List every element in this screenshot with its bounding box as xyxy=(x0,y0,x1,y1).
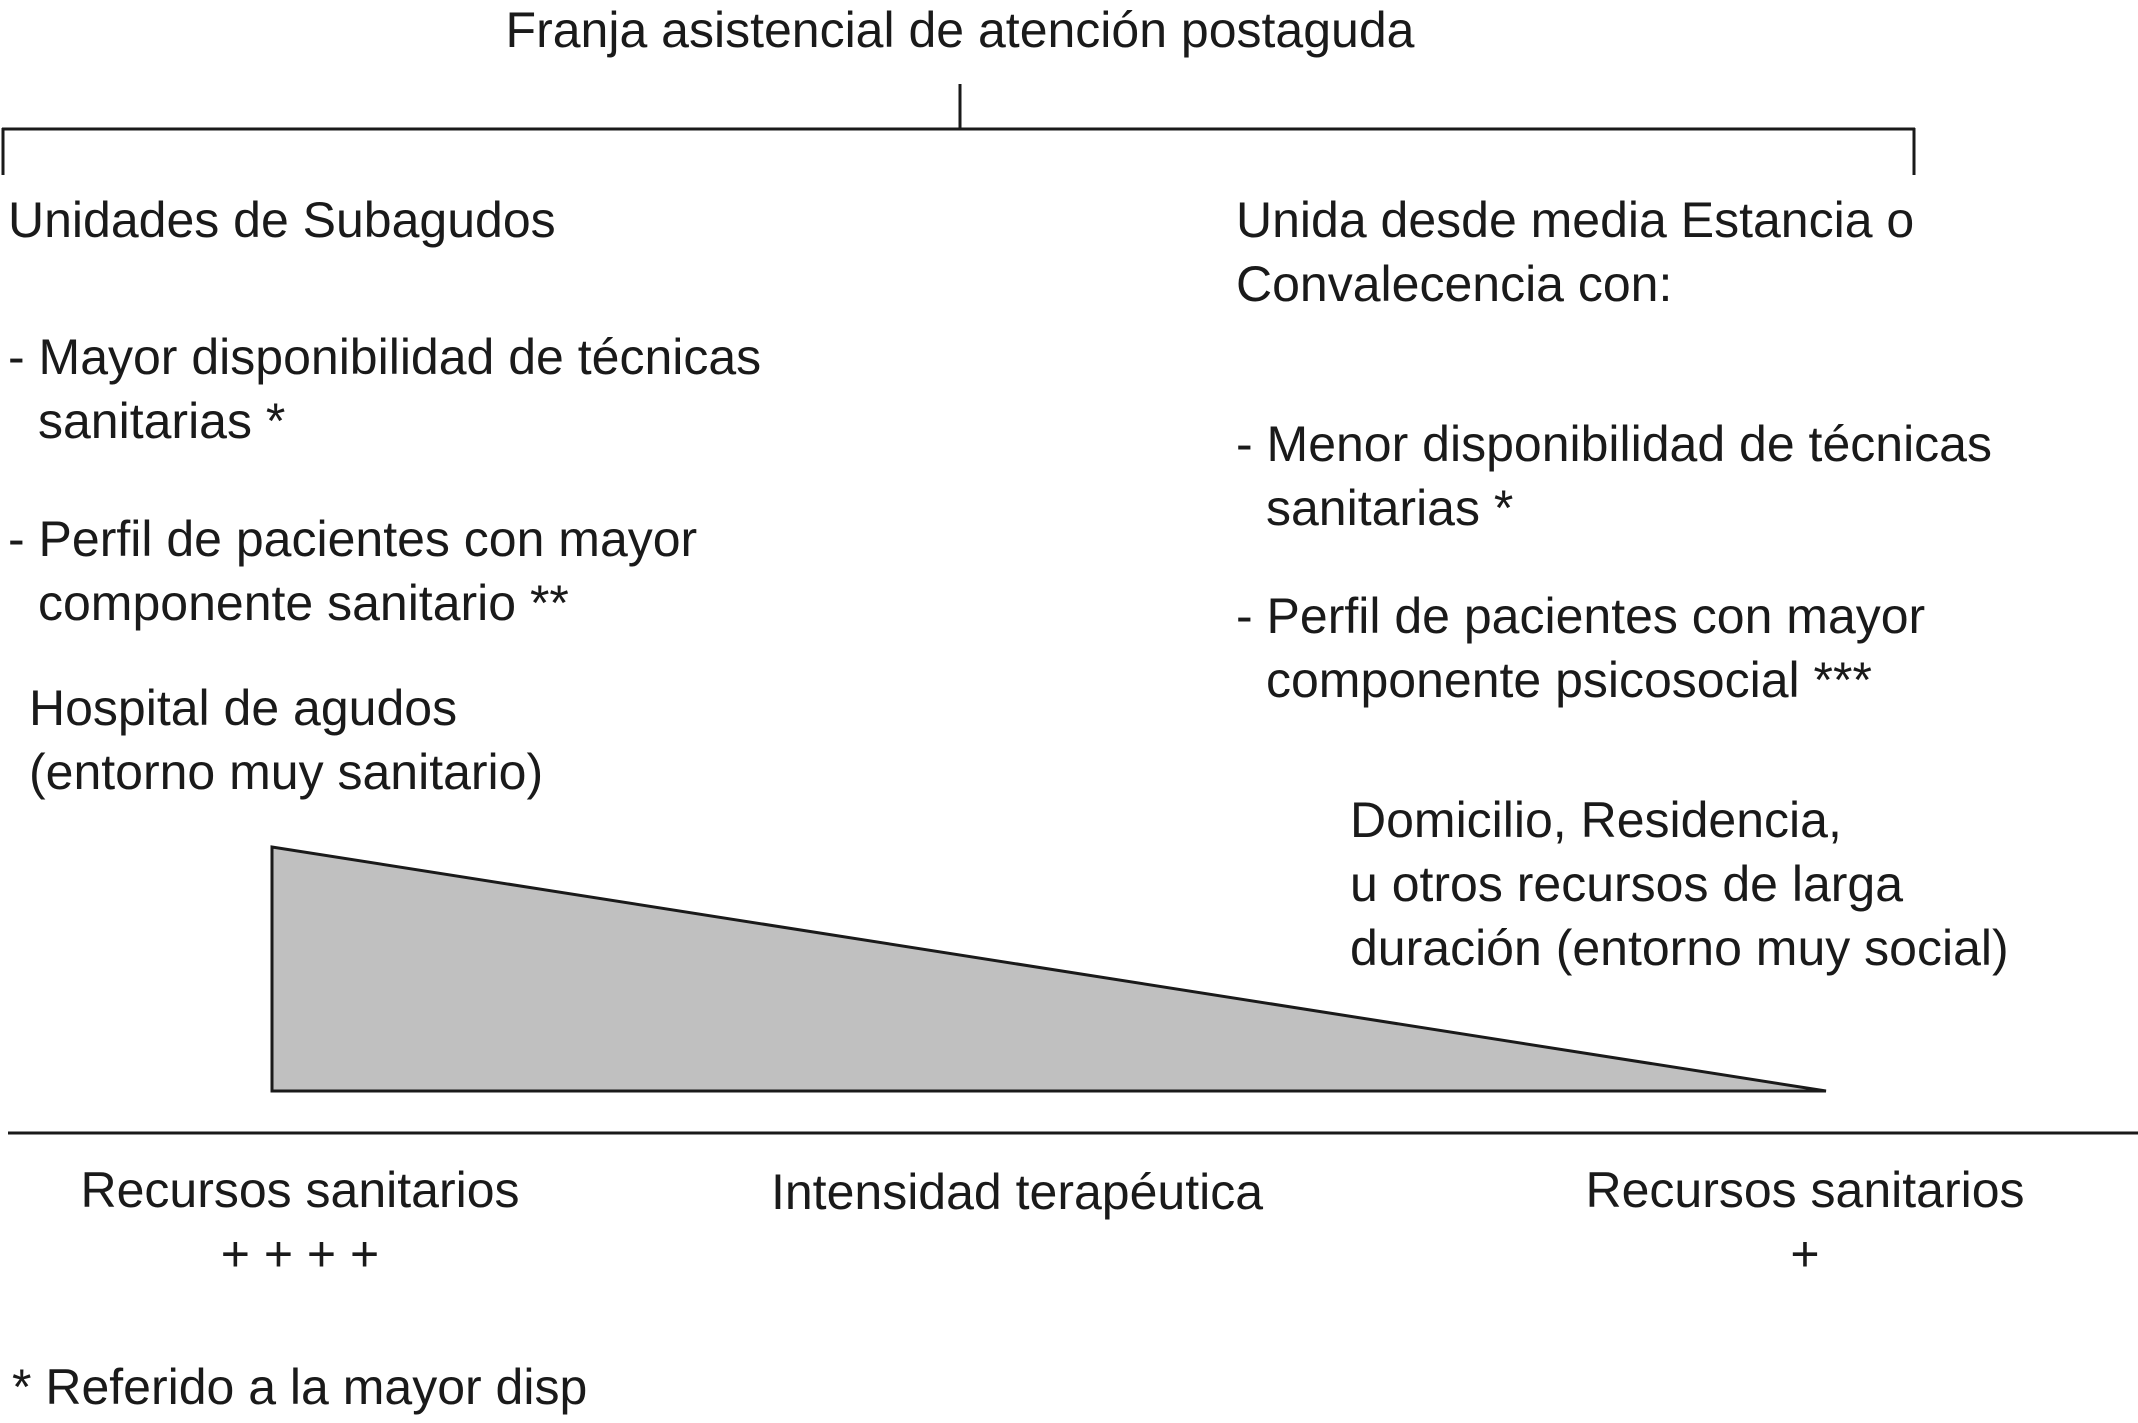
hospital-label xyxy=(29,676,543,804)
domicilio-label-line3: duración (entorno muy social) xyxy=(1350,920,2009,976)
footnote: * Referido a la mayor disp xyxy=(12,1359,588,1415)
axis-left-label xyxy=(40,1158,560,1286)
axis-left-level: + + + + xyxy=(220,1226,380,1282)
right-item-patient-profile xyxy=(1236,584,1925,712)
axis-right-label-text: Recursos sanitarios xyxy=(1585,1162,2025,1218)
right-item2-line1: - Perfil de pacientes con mayor xyxy=(1236,588,1926,644)
right-item-technique-availability xyxy=(1236,412,1992,540)
domicilio-label xyxy=(1350,788,2009,980)
right-item1-line1: - Menor disponibilidad de técnicas xyxy=(1236,416,1992,472)
hospital-label-line1: Hospital de agudos xyxy=(29,680,458,736)
axis-right-level: + xyxy=(1790,1226,1820,1282)
left-item1-line2: sanitarias * xyxy=(38,393,286,449)
right-heading-line2: Convalecencia con: xyxy=(1236,256,1673,312)
left-item-patient-profile xyxy=(8,507,697,635)
right-item2-line2: componente psicosocial *** xyxy=(1266,652,1872,708)
left-item1-line1: - Mayor disponibilidad de técnicas xyxy=(8,329,762,385)
domicilio-label-line1: Domicilio, Residencia, xyxy=(1350,792,1842,848)
axis-left-label-text: Recursos sanitarios xyxy=(80,1162,520,1218)
right-item1-line2: sanitarias * xyxy=(1266,480,1514,536)
axis-center-label: Intensidad terapéutica xyxy=(770,1164,1264,1220)
right-heading xyxy=(1236,188,1914,316)
left-heading: Unidades de Subagudos xyxy=(8,192,556,248)
left-item-technique-availability xyxy=(8,325,761,453)
hospital-label-line2: (entorno muy sanitario) xyxy=(29,744,544,800)
left-item2-line2: componente sanitario ** xyxy=(38,575,569,631)
left-item2-line1: - Perfil de pacientes con mayor xyxy=(8,511,698,567)
diagram-title: Franja asistencial de atención postaguda xyxy=(505,2,1415,58)
right-heading-line1: Unida desde media Estancia o xyxy=(1236,192,1915,248)
domicilio-label-line2: u otros recursos de larga xyxy=(1350,856,1904,912)
axis-right-label xyxy=(1545,1158,2065,1286)
